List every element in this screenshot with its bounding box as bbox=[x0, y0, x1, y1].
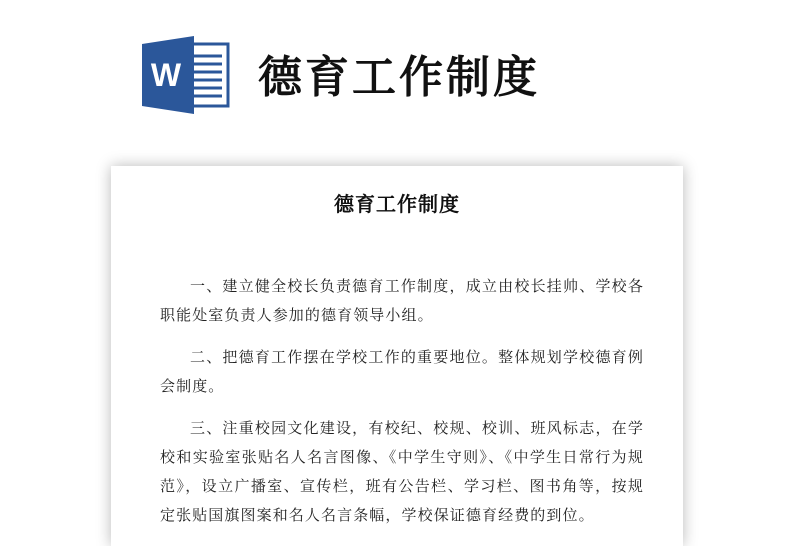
paragraph-3: 三、注重校园文化建设，有校纪、校规、校训、班风标志，在学校和实验室张贴名人名言图像、《中学生守则》、《中学生日常行为规范》，设立广播室、宣传栏，班有公告栏、学习栏、图书角等，按规定张贴国旗图案和名人名言条幅，学校保证德育经费的到位。 bbox=[160, 419, 644, 524]
document-title: 德育工作制度 bbox=[334, 192, 460, 216]
header-banner bbox=[0, 0, 800, 150]
document-body bbox=[160, 272, 644, 543]
document-page bbox=[111, 166, 683, 546]
word-document-icon bbox=[142, 36, 230, 114]
paragraph-1: 一、建立健全校长负责德育工作制度，成立由校长挂帅、学校各职能处室负责人参加的德育领导小组。 bbox=[160, 277, 644, 324]
header-title: 德育工作制度 bbox=[258, 52, 540, 103]
paragraph-2: 二、把德育工作摆在学校工作的重要地位。整体规划学校德育例会制度。 bbox=[160, 348, 644, 395]
word-icon-letter: W bbox=[150, 57, 182, 93]
